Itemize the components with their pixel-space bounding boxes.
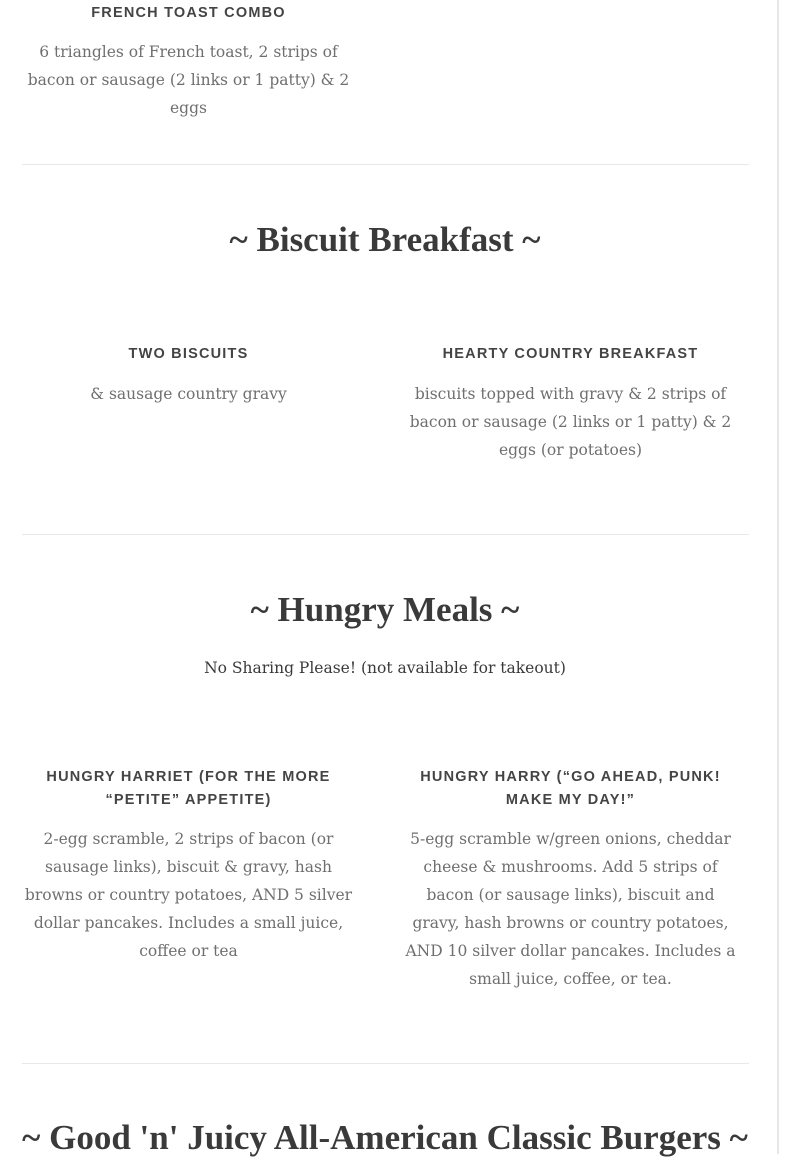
french-toast-combo-description: 6 triangles of French toast, 2 strips of bacon or sausage (2 links or 1 patty) & 2 eggs [27,43,350,117]
section-divider [22,164,749,165]
hungry-harry-description: 5-egg scramble w/green onions, cheddar cheese & mushrooms. Add 5 strips of bacon (or sausage links), biscuit and gravy, hash browns or country potatoes, AND 10 silver dollar pancakes. Includes a small juice, coffee, or tea. [405,830,736,988]
hungry-meals-heading: ~ Hungry Meals ~ [250,590,520,629]
two-biscuits-description: & sausage country gravy [90,385,287,403]
hearty-country-breakfast-title: HEARTY COUNTRY BREAKFAST [442,346,699,362]
hungry-harriet-title: HUNGRY HARRIET (FOR THE MORE “PETITE” APPETITE) [46,769,331,808]
section-divider [22,534,749,535]
two-biscuits-title: TWO BISCUITS [128,346,249,362]
page-right-border [777,0,779,1154]
burgers-heading: ~ Good 'n' Juicy All-American Classic Burgers ~ [22,1118,748,1157]
section-divider [22,1063,749,1064]
hungry-meals-note: No Sharing Please! (not available for takeout) [204,659,566,677]
hungry-harriet-description: 2-egg scramble, 2 strips of bacon (or sausage links), biscuit & gravy, hash browns or country potatoes, AND 5 silver dollar pancakes. Includes a small juice, coffee or tea [24,830,353,960]
biscuit-breakfast-heading: ~ Biscuit Breakfast ~ [229,220,541,259]
french-toast-combo-title: FRENCH TOAST COMBO [91,5,286,21]
hungry-harry-title: HUNGRY HARRY (“GO AHEAD, PUNK! MAKE MY DAY!” [420,769,721,808]
hearty-country-breakfast-description: biscuits topped with gravy & 2 strips of bacon or sausage (2 links or 1 patty) & 2 eggs (or potatoes) [409,385,732,459]
